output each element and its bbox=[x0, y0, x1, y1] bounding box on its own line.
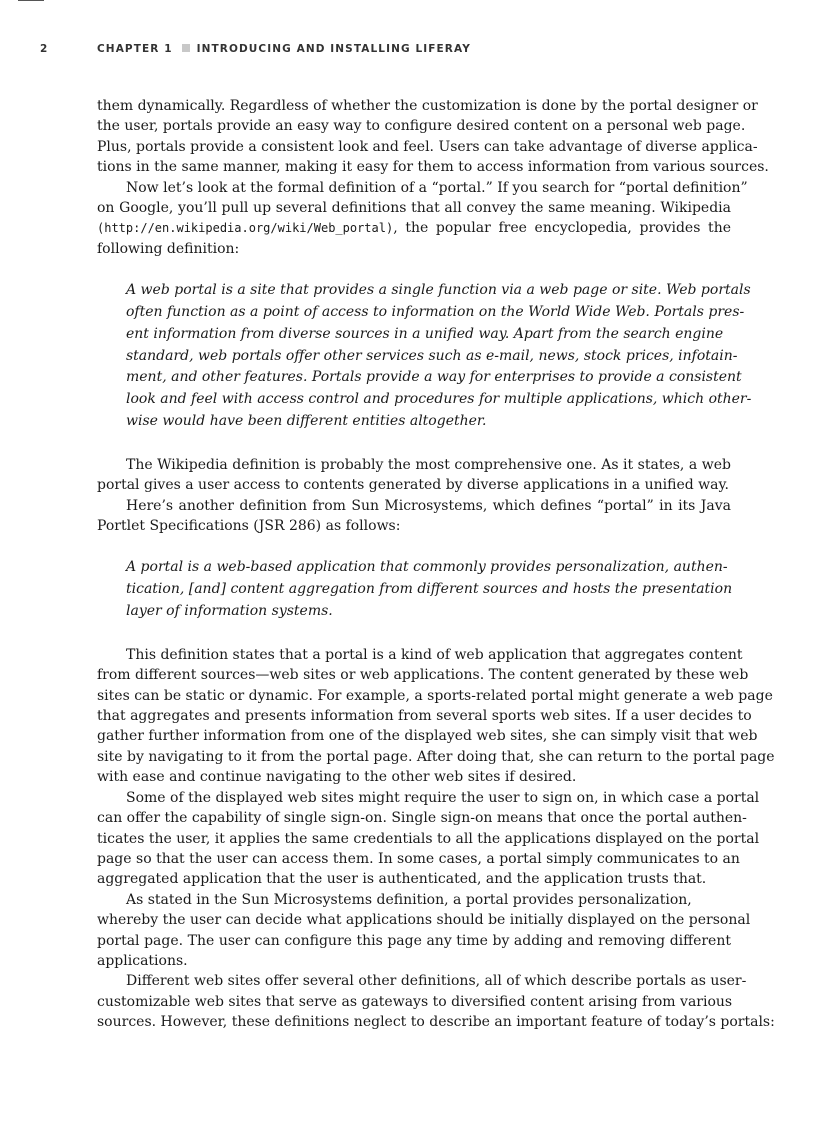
text-line: sources. However, these definitions neglect to describe an important feature of today’s portals: bbox=[97, 1014, 775, 1031]
text-line: Plus, portals provide a consistent look and feel. Users can take advantage of diverse applica- bbox=[97, 138, 758, 155]
text-line: following definition: bbox=[97, 240, 240, 257]
paragraph-8 bbox=[97, 971, 775, 1032]
text-line: tions in the same manner, making it easy for them to access information from various sources. bbox=[97, 159, 769, 176]
header-separator-square bbox=[182, 44, 190, 52]
body-text bbox=[97, 96, 775, 1033]
wikipedia-url: (http://en.wikipedia.org/wiki/Web_portal) bbox=[97, 221, 394, 236]
quote-line: tication, [and] content aggregation from different sources and hosts the presentation bbox=[126, 581, 733, 598]
text-line: Portlet Specifications (JSR 286) as follows: bbox=[97, 518, 401, 535]
quote-line: layer of information systems. bbox=[126, 603, 333, 620]
quote-line: ment, and other features. Portals provide a way for enterprises to provide a consistent bbox=[126, 369, 742, 386]
chapter-title: INTRODUCING AND INSTALLING LIFERAY bbox=[196, 43, 471, 55]
quote-line: standard, web portals offer other services such as e-mail, news, stock prices, infotain- bbox=[126, 347, 738, 364]
paragraph-4 bbox=[97, 496, 731, 537]
text-line: portal gives a user access to contents generated by diverse applications in a unified way. bbox=[97, 477, 729, 494]
text-line: site by navigating to it from the portal page. After doing that, she can return to the portal page bbox=[97, 748, 775, 765]
quote-line: look and feel with access control and procedures for multiple applications, which other- bbox=[126, 391, 752, 408]
text-line: page so that the user can access them. In some cases, a portal simply communicates to an bbox=[97, 850, 740, 867]
text-line: This definition states that a portal is a kind of web application that aggregates content bbox=[126, 646, 743, 663]
block-quote-sun bbox=[126, 557, 733, 622]
text-line: whereby the user can decide what applications should be initially displayed on the personal bbox=[97, 912, 751, 929]
text-line: gather further information from one of the displayed web sites, she can simply visit that web bbox=[97, 728, 758, 745]
quote-line: wise would have been different entities altogether. bbox=[126, 413, 487, 430]
text-line: with ease and continue navigating to the other web sites if desired. bbox=[97, 769, 577, 786]
text-line: can offer the capability of single sign-on. Single sign-on means that once the portal authen- bbox=[97, 810, 747, 827]
quote-line: A portal is a web-based application that commonly provides personalization, authen- bbox=[126, 559, 728, 576]
block-quote-wikipedia bbox=[126, 280, 752, 433]
quote-line: ent information from diverse sources in a unified way. Apart from the search engine bbox=[126, 325, 724, 342]
text-line: Different web sites offer several other definitions, all of which describe portals as user- bbox=[126, 973, 747, 990]
paragraph-3 bbox=[97, 455, 731, 496]
quote-line: often function as a point of access to information on the World Wide Web. Portals pres- bbox=[126, 304, 745, 321]
text-line: from different sources—web sites or web applications. The content generated by these web bbox=[97, 667, 749, 684]
text-line: The Wikipedia definition is probably the most comprehensive one. As it states, a web bbox=[126, 456, 731, 473]
text-line: customizable web sites that serve as gateways to diversified content arising from various bbox=[97, 993, 733, 1010]
text-line: that aggregates and presents information from several sports web sites. If a user decides to bbox=[97, 708, 752, 725]
paragraph-2 bbox=[97, 178, 748, 260]
text-line: on Google, you’ll pull up several definitions that all convey the same meaning. Wikipedia bbox=[97, 200, 731, 217]
text-line: Here’s another definition from Sun Microsystems, which defines “portal” in its Java bbox=[126, 497, 731, 514]
text-line: Now let’s look at the formal definition of a “portal.” If you search for “portal definition” bbox=[126, 179, 748, 196]
chapter-heading bbox=[97, 43, 471, 55]
text-line: Some of the displayed web sites might require the user to sign on, in which case a portal bbox=[126, 789, 760, 806]
chapter-label: CHAPTER 1 bbox=[97, 43, 173, 55]
text-line: portal page. The user can configure this page any time by adding and removing different bbox=[97, 932, 731, 949]
running-header bbox=[40, 43, 740, 59]
text-line: the user, portals provide an easy way to configure desired content on a personal web page. bbox=[97, 118, 746, 135]
text-line: ticates the user, it applies the same credentials to all the applications displayed on the portal bbox=[97, 830, 760, 847]
text-line: aggregated application that the user is authenticated, and the application trusts that. bbox=[97, 871, 707, 888]
page-number: 2 bbox=[40, 43, 49, 55]
text-fragment: , the popular free encyclopedia, provides the bbox=[393, 220, 731, 237]
text-line bbox=[97, 218, 731, 238]
paragraph-6 bbox=[97, 788, 760, 890]
paragraph-7 bbox=[97, 890, 751, 972]
text-line: them dynamically. Regardless of whether the customization is done by the portal designer or bbox=[97, 98, 758, 114]
paragraph-1 bbox=[97, 96, 769, 178]
text-line: As stated in the Sun Microsystems definition, a portal provides personalization, bbox=[126, 891, 692, 908]
paragraph-5 bbox=[97, 645, 775, 788]
text-line: sites can be static or dynamic. For example, a sports-related portal might generate a web page bbox=[97, 687, 773, 704]
text-line: applications. bbox=[97, 952, 188, 969]
quote-line: A web portal is a site that provides a single function via a web page or site. Web portals bbox=[126, 282, 751, 299]
top-crop-rule bbox=[18, 0, 44, 1]
